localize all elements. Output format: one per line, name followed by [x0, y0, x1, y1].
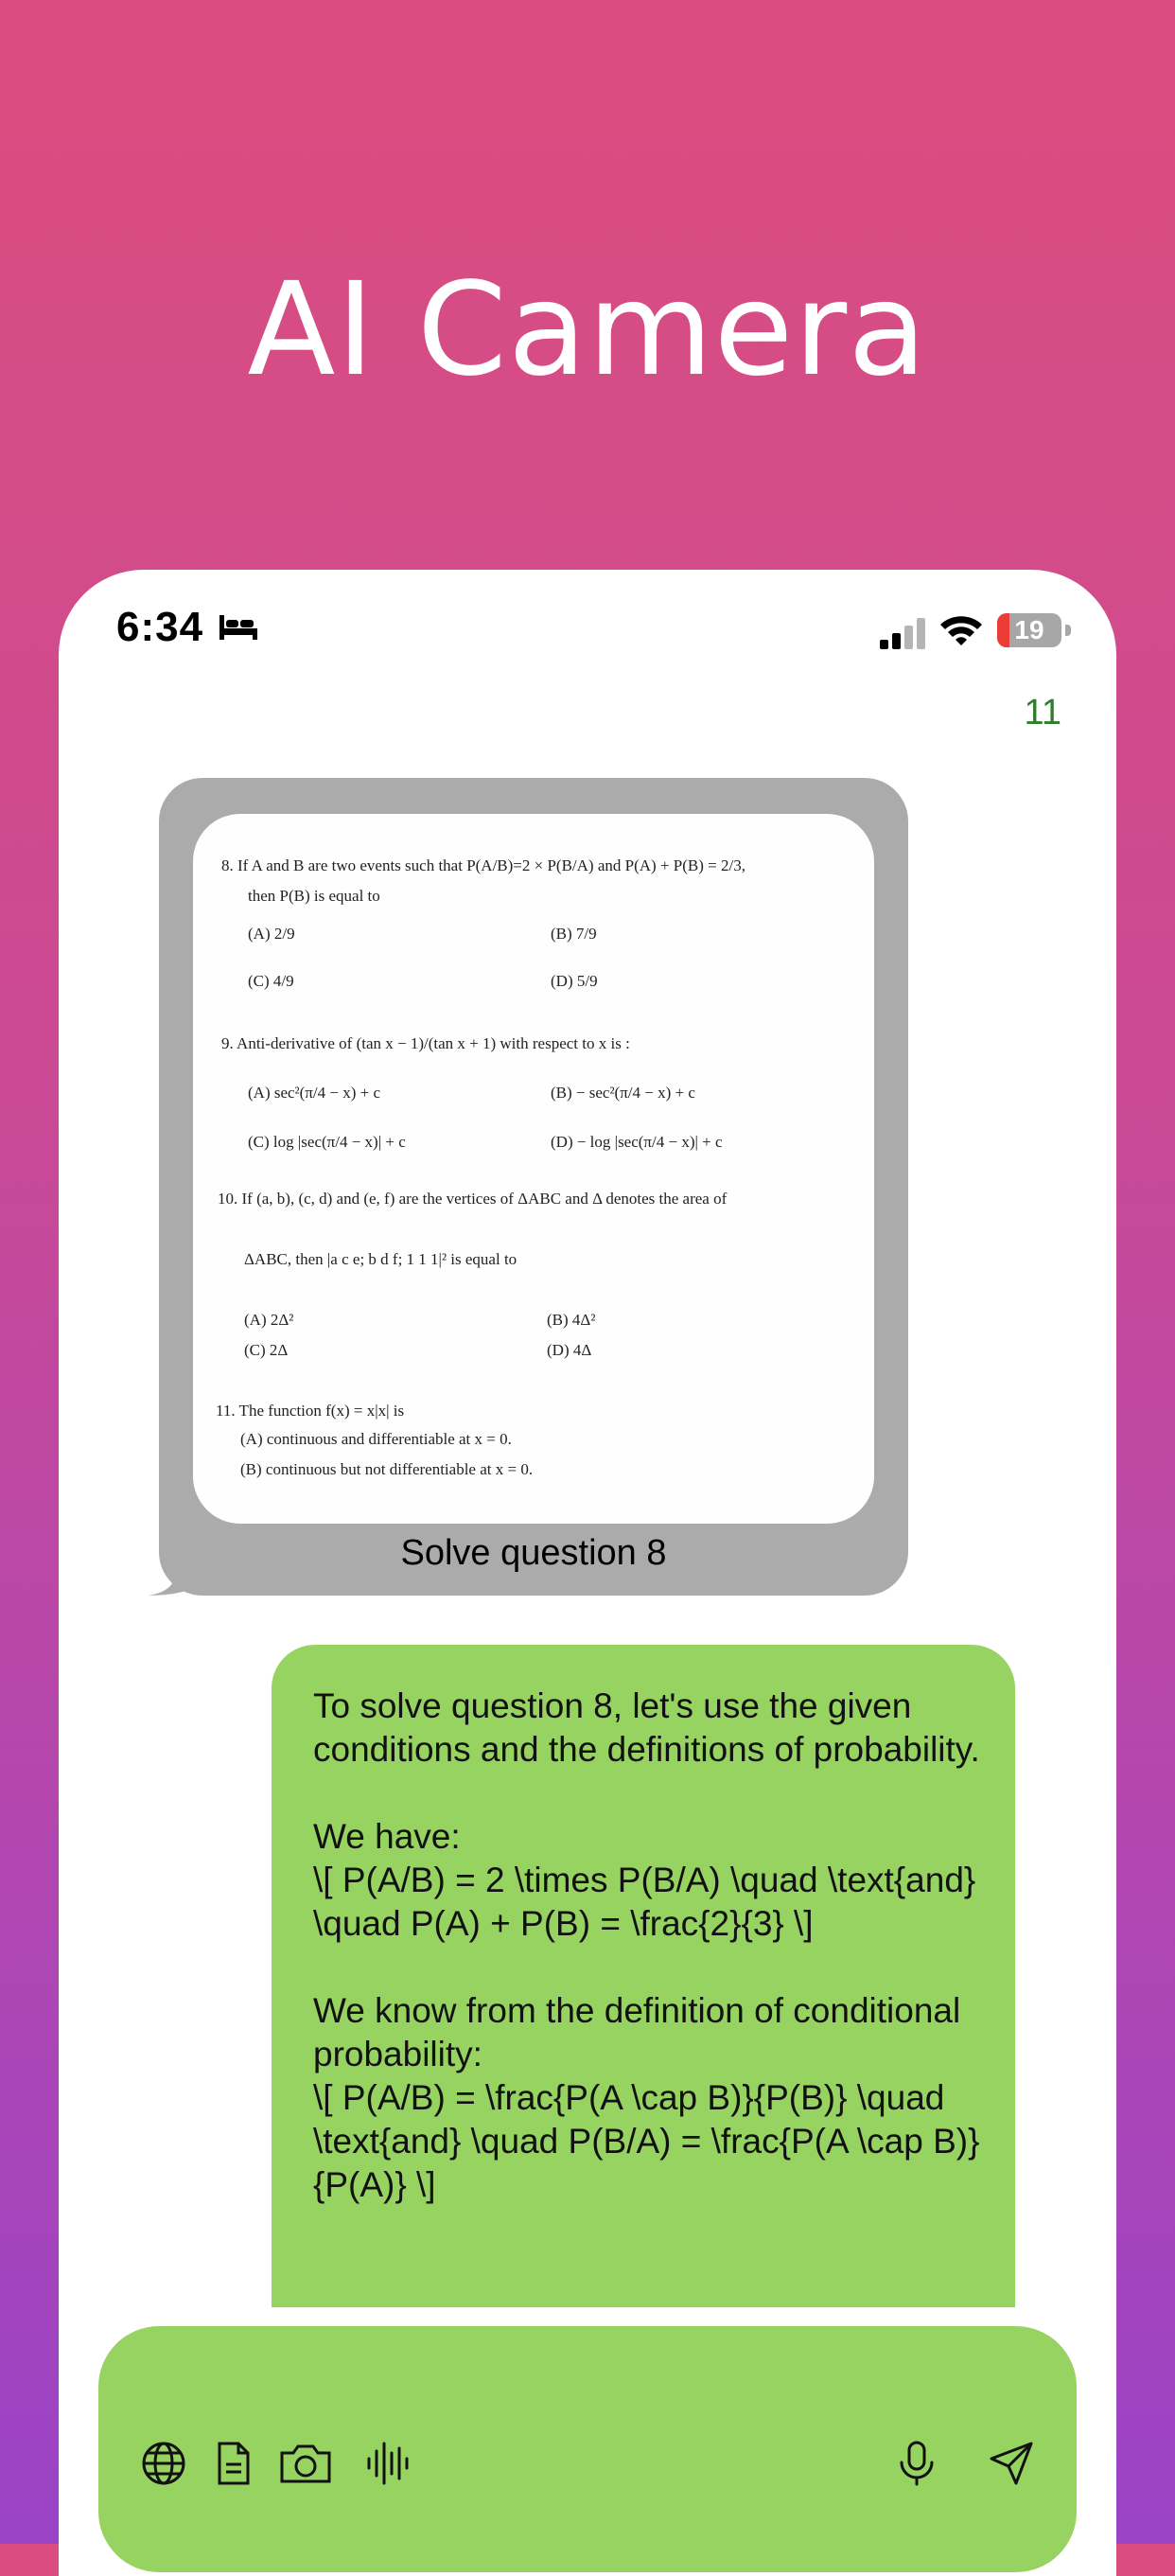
- photo-q10-opt-a: (A) 2Δ²: [244, 1311, 294, 1329]
- photo-q9-opt-d: (D) − log |sec(π/4 − x)| + c: [551, 1133, 723, 1151]
- photo-q11-opt-a: (A) continuous and differentiable at x = 0.: [240, 1430, 512, 1448]
- wifi-icon: [938, 613, 984, 647]
- cellular-signal-icon: [878, 617, 927, 649]
- hero-title: AI Camera: [247, 256, 928, 405]
- send-icon[interactable]: [988, 2440, 1035, 2487]
- document-icon[interactable]: [210, 2440, 257, 2487]
- photo-q11-opt-b: (B) continuous but not differentiable at x = 0.: [240, 1460, 534, 1478]
- status-time: 6:34: [116, 604, 204, 650]
- photo-q10-opt-c: (C) 2Δ: [244, 1341, 289, 1359]
- photo-q10: 10. If (a, b), (c, d) and (e, f) are the vertices of ΔABC and Δ denotes the area of: [218, 1190, 728, 1208]
- microphone-icon[interactable]: [893, 2440, 940, 2487]
- sleep-focus-icon: [218, 613, 259, 642]
- photo-q8-opt-b: (B) 7/9: [551, 925, 597, 943]
- photo-q9: 9. Anti-derivative of (tan x − 1)/(tan x + 1) with respect to x is :: [221, 1034, 630, 1052]
- globe-icon[interactable]: [140, 2440, 187, 2487]
- status-bar: [59, 570, 1116, 693]
- question-photo[interactable]: [193, 814, 874, 1524]
- waveform-icon[interactable]: [363, 2440, 411, 2487]
- user-message-text: Solve question 8: [400, 1533, 667, 1573]
- photo-q9-opt-c: (C) log |sec(π/4 − x)| + c: [248, 1133, 406, 1151]
- message-composer[interactable]: [98, 2326, 1077, 2572]
- phone-screen: [59, 570, 1116, 2576]
- assistant-message-bubble: [272, 1645, 1015, 2307]
- user-message-bubble: [159, 778, 908, 1596]
- assistant-message-text: To solve question 8, let's use the given conditions and the definitions of probability. We have: \[ P(A/B) = 2 \times P(B/A) \quad \text{and} \quad P(A) + P(B) = \frac{2}{3} \] We know from the definition of conditional probability: \[ P(A/B) = \frac{P(A \cap B)}{P(B)} \quad \text{and} \quad P(B/A) = \frac{P(A \cap B)}{P(A)} \]: [313, 1686, 980, 2204]
- photo-q11: 11. The function f(x) = x|x| is: [216, 1402, 405, 1420]
- photo-q10b: ΔABC, then |a c e; b d f; 1 1 1|² is equal to: [244, 1250, 517, 1268]
- photo-q10-opt-b: (B) 4Δ²: [547, 1311, 596, 1329]
- camera-icon[interactable]: [278, 2440, 333, 2487]
- battery-indicator: [997, 613, 1071, 647]
- photo-q10-opt-d: (D) 4Δ: [547, 1341, 592, 1359]
- photo-q8b: then P(B) is equal to: [248, 887, 380, 905]
- battery-level: 19: [1014, 615, 1044, 644]
- photo-q8: 8. If A and B are two events such that P(A/B)=2 × P(B/A) and P(A) + P(B) = 2/3,: [221, 856, 745, 874]
- photo-q8-opt-d: (D) 5/9: [551, 972, 598, 990]
- message-counter: 11: [1024, 693, 1061, 732]
- photo-q8-opt-c: (C) 4/9: [248, 972, 294, 990]
- photo-q9-opt-b: (B) − sec²(π/4 − x) + c: [551, 1084, 695, 1102]
- photo-q9-opt-a: (A) sec²(π/4 − x) + c: [248, 1084, 381, 1102]
- photo-q8-opt-a: (A) 2/9: [248, 925, 295, 943]
